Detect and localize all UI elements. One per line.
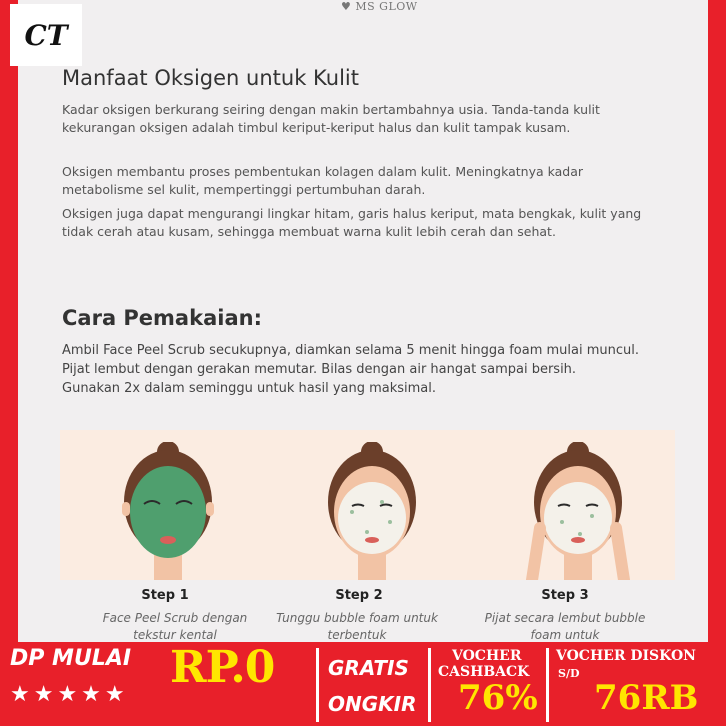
step-3-desc: Pijat secara lembut bubble foam untuk xyxy=(484,611,646,642)
free-shipping-line-2: ONGKIR xyxy=(328,692,417,716)
discount-upto: S/D xyxy=(558,667,580,680)
steps-illustration xyxy=(60,430,675,580)
dp-value: RP.0 xyxy=(170,642,275,693)
step-2-label: Step 2 xyxy=(335,588,383,603)
step-1-label: Step 1 xyxy=(141,588,189,603)
divider xyxy=(546,648,549,722)
usage-title: Cara Pemakaian: xyxy=(62,306,262,330)
cashback-line-1: VOCHER xyxy=(452,648,522,664)
usage-line-2: Gunakan 2x dalam seminggu untuk hasil yang maksimal. xyxy=(62,381,437,396)
face-green-mask-icon xyxy=(108,442,228,580)
discount-value: 76RB xyxy=(594,678,699,718)
cashback-line-2: CASHBACK xyxy=(438,664,530,680)
face-massage-icon xyxy=(518,442,638,580)
divider xyxy=(316,648,319,722)
benefit-paragraph-1: Kadar oksigen berkurang seiring dengan makin bertambahnya usia. Tanda-tanda kulit kekurangan oksigen adalah timbul keriput-keriput halus dan kulit tampak kusam. xyxy=(62,102,600,135)
store-badge: CT xyxy=(10,4,82,66)
step-3-label: Step 3 xyxy=(541,588,589,603)
usage-line-1: Ambil Face Peel Scrub secukupnya, diamkan selama 5 menit hingga foam mulai muncul. Pijat lembut dengan gerakan memutar. Bilas dengan air hangat sampai bersih. xyxy=(62,343,639,377)
face-foam-icon xyxy=(312,442,432,580)
rating-stars-icon: ★★★★★ xyxy=(10,682,129,707)
promo-banner xyxy=(0,642,726,726)
cashback-value: 76% xyxy=(458,678,538,718)
dp-label: DP MULAI xyxy=(10,646,132,671)
step-2-desc: Tunggu bubble foam untuk terbentuk xyxy=(276,611,438,642)
step-1-desc: Face Peel Scrub dengan tekstur kental xyxy=(102,611,248,642)
divider xyxy=(428,648,431,722)
benefit-paragraph-3: Oksigen juga dapat mengurangi lingkar hitam, garis halus keriput, mata bengkak, kulit yang tidak cerah atau kusam, sehingga membuat warna kulit lebih cerah dan sehat. xyxy=(62,206,642,239)
benefit-paragraph-2: Oksigen membantu proses pembentukan kolagen dalam kulit. Meningkatnya kadar metabolisme sel kulit, mempertinggi pertumbuhan darah. xyxy=(62,164,584,197)
benefit-title: Manfaat Oksigen untuk Kulit xyxy=(62,66,359,90)
free-shipping xyxy=(328,650,417,722)
cashback-label xyxy=(438,648,529,680)
discount-label: VOCHER DISKON xyxy=(556,648,696,664)
free-shipping-line-1: GRATIS xyxy=(328,656,409,680)
usage-instructions xyxy=(62,341,662,398)
brand-logo: ♥ MS GLOW xyxy=(341,0,418,13)
